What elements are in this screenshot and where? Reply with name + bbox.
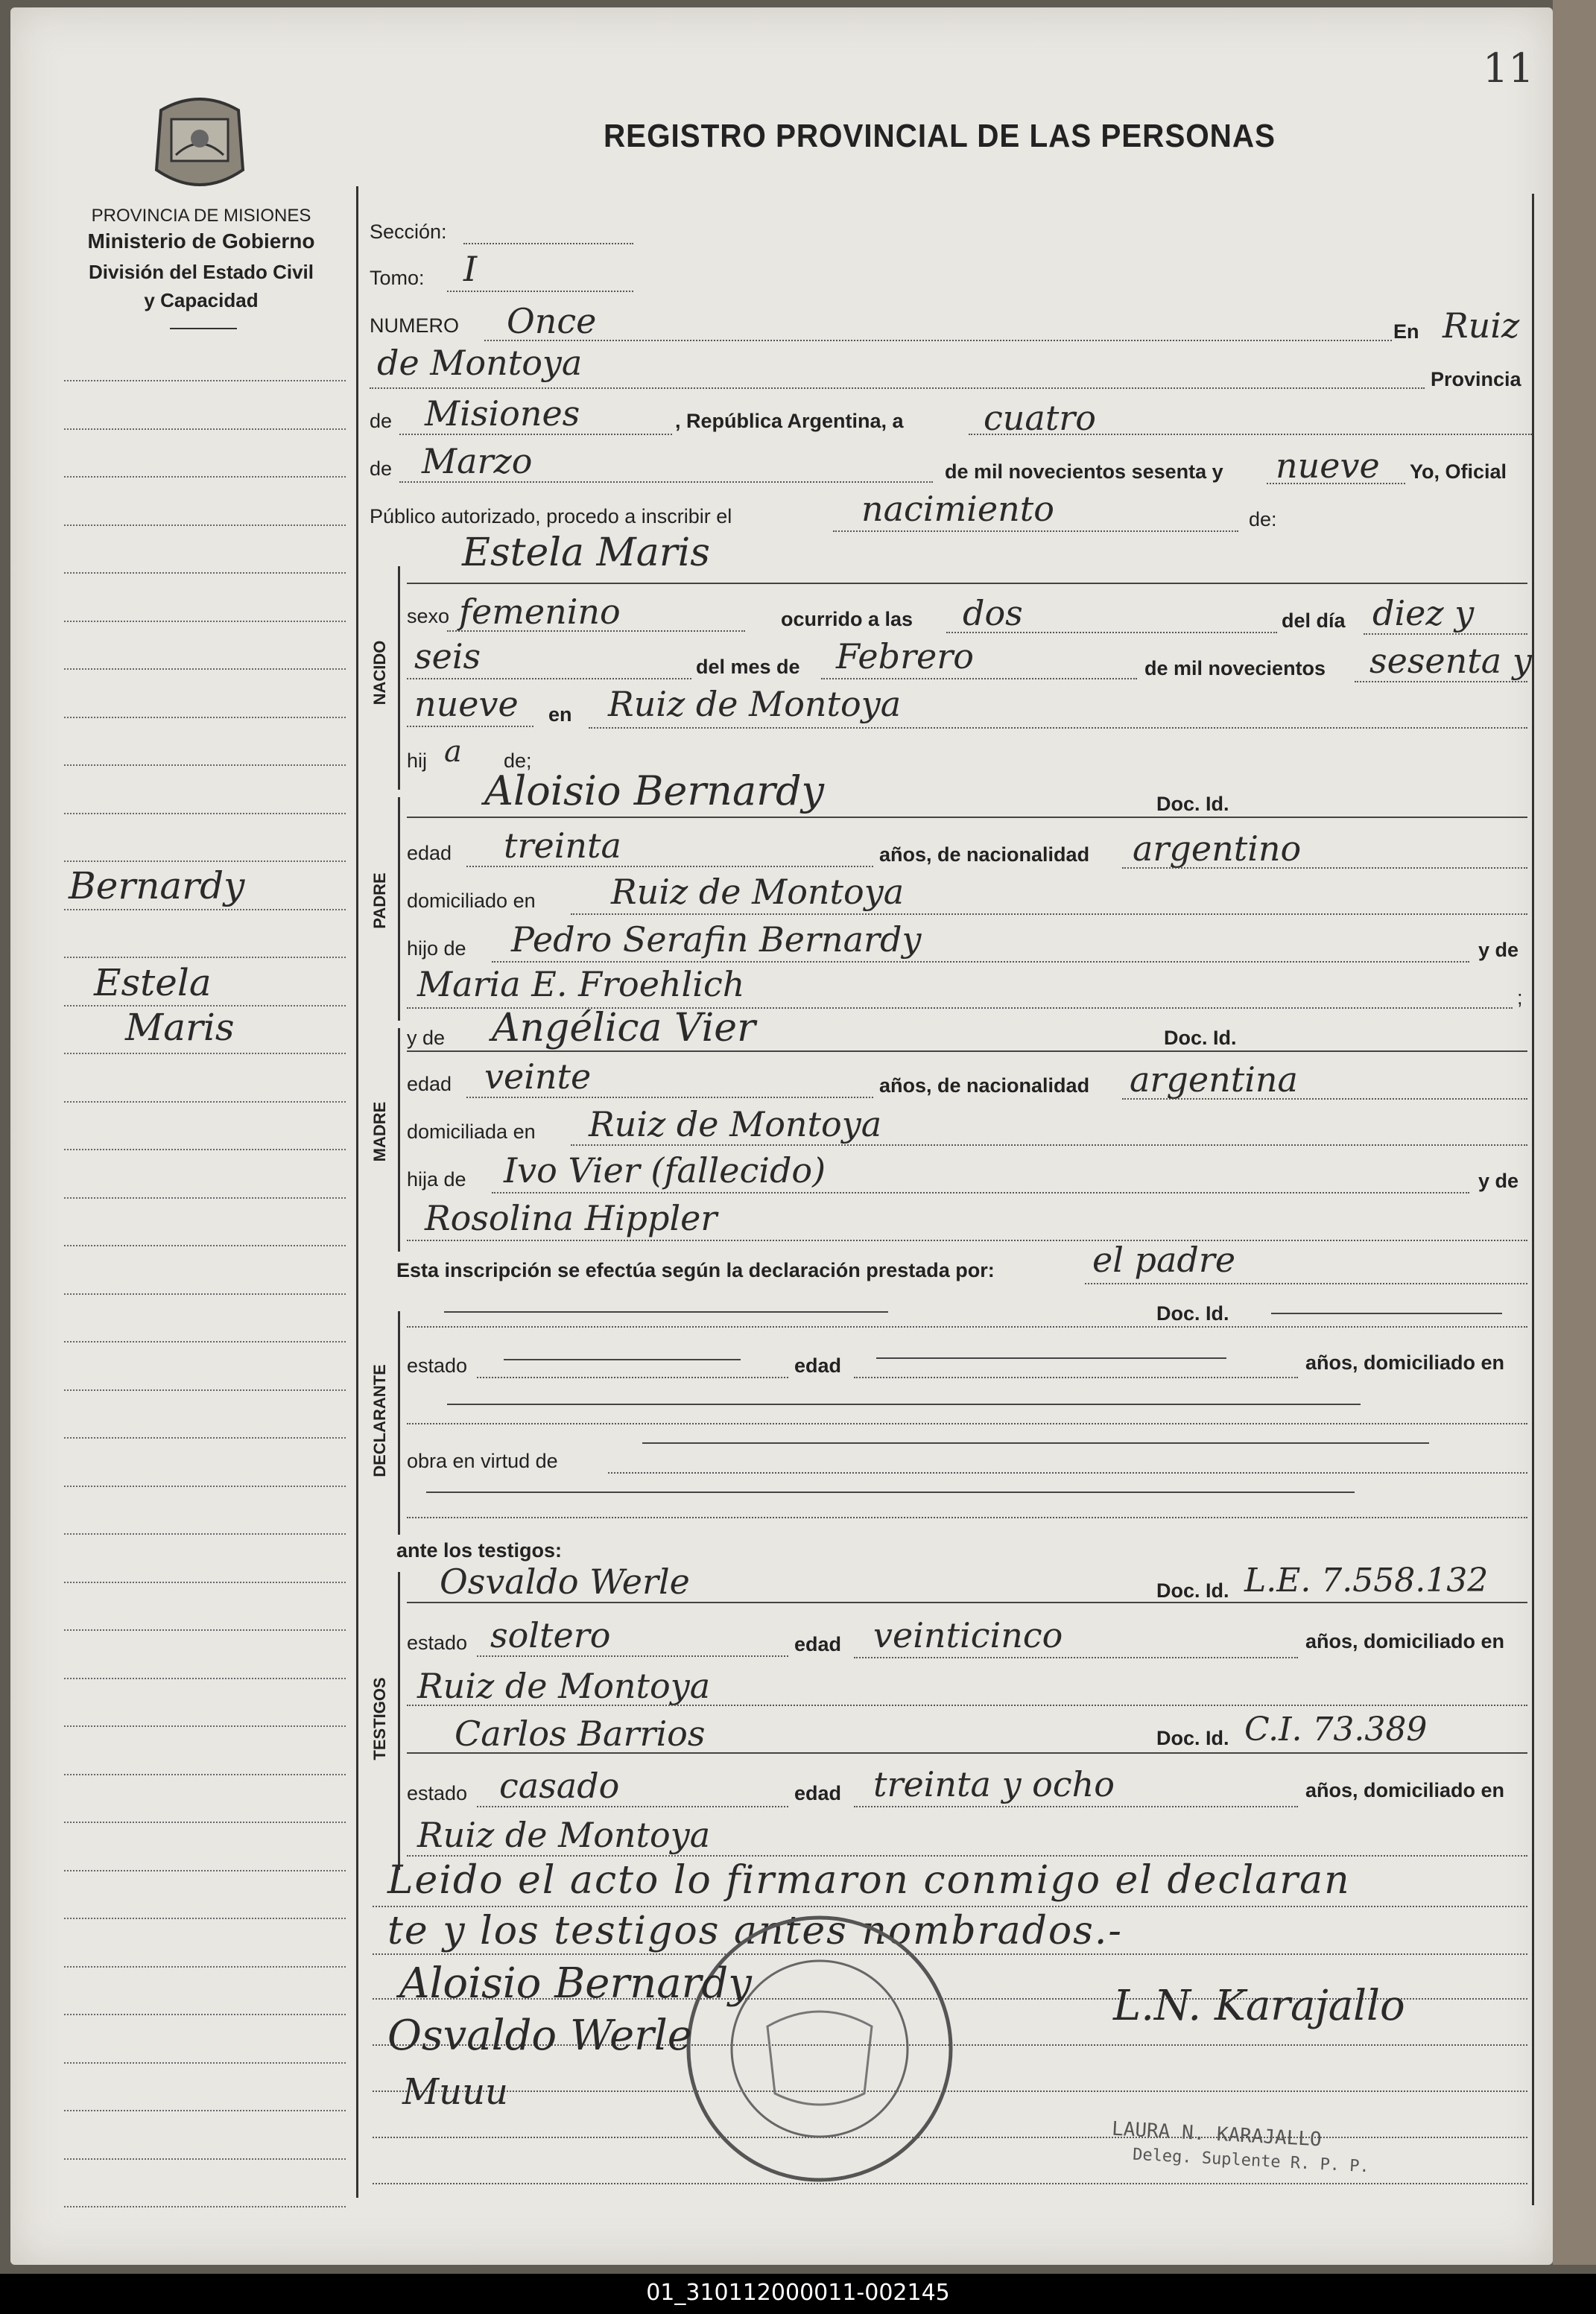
declarante-rule (398, 1311, 400, 1535)
org-province: PROVINCIA DE MISIONES (91, 206, 311, 226)
label-testigo2-dom: años, domiciliado en (1305, 1779, 1505, 1801)
org-ministry: Ministerio de Gobierno (87, 229, 315, 253)
value-testigo1-dom: Ruiz de Montoya (417, 1666, 711, 1706)
label-en-lugar: en (548, 703, 572, 726)
label-ante: ante los testigos: (396, 1539, 563, 1562)
label-del-mes: del mes de (696, 656, 800, 678)
image-filename: 01_310112000011-002145 (646, 2280, 950, 2306)
line-madre-hija-de (492, 1192, 1469, 1194)
line-provincia (399, 434, 672, 435)
provincial-seal-icon (146, 88, 253, 200)
margin-ruled-line (64, 2206, 346, 2207)
line-ano (1267, 483, 1405, 484)
line-declarante-estado (477, 1377, 788, 1378)
label-declarante-doc: Doc. Id. (1156, 1302, 1229, 1325)
margin-ruled-line (64, 1437, 346, 1439)
line-acto (833, 530, 1238, 532)
line-declarante-nombre (407, 1326, 1527, 1328)
line-numero (484, 340, 1392, 341)
line-madre-madre (407, 1240, 1527, 1241)
book-spine (1553, 0, 1596, 2265)
label-padre-y-de: y de (1478, 939, 1519, 961)
margin-ruled-line (64, 1870, 346, 1871)
obra-dash-1 (642, 1442, 1429, 1444)
value-testigo2-doc: C.I. 73.389 (1244, 1711, 1428, 1749)
margin-ruled-line (64, 2014, 346, 2015)
value-testigo1-edad: veinticinco (873, 1615, 1063, 1655)
margin-ruled-line (64, 1582, 346, 1583)
label-madre-y-de: y de (407, 1027, 446, 1049)
margin-ruled-line (64, 380, 346, 381)
label-madre-y-de-2: y de (1478, 1170, 1519, 1192)
line-testigo2-estado (477, 1806, 788, 1807)
line-madre-dom (571, 1144, 1527, 1146)
label-declaracion: Esta inscripción se efectúa según la declaración prestada por: (396, 1259, 995, 1281)
value-testigo1-estado: soltero (490, 1615, 611, 1655)
label-testigo1-edad: edad (794, 1633, 842, 1655)
line-sexo (447, 630, 745, 632)
label-de-colon: de: (1249, 508, 1277, 530)
side-label-padre: PADRE (370, 872, 389, 929)
margin-ruled-line (64, 1197, 346, 1199)
value-acto: nacimiento (861, 489, 1054, 529)
line-tomo (447, 291, 633, 292)
value-en-place: Ruiz (1443, 305, 1520, 346)
margin-ruled-line (64, 1341, 346, 1343)
line-dia-nac-2 (407, 678, 691, 679)
org-rule (170, 328, 237, 329)
declarante-dash-2 (1271, 1313, 1502, 1314)
declarante-dom-dash (447, 1404, 1361, 1405)
label-testigo1-dom: años, domiciliado en (1305, 1630, 1505, 1652)
official-title-stamp: Deleg. Suplente R. P. P. (1132, 2145, 1370, 2177)
margin-ruled-line (64, 1918, 346, 1919)
label-ocurrido: ocurrido a las (781, 608, 913, 630)
label-testigo2-estado: estado (407, 1782, 468, 1804)
label-publico: Público autorizado, procedo a inscribir el (370, 505, 732, 527)
label-de-semicolon: de; (504, 749, 532, 772)
value-madre-madre: Rosolina Hippler (425, 1198, 718, 1238)
margin-ruled-line (64, 2062, 346, 2064)
value-madre-edad: veinte (484, 1056, 592, 1097)
label-en: En (1393, 320, 1419, 343)
label-testigo2-edad: edad (794, 1782, 842, 1804)
margin-ruled-line (64, 1822, 346, 1823)
line-lugar-nac (589, 727, 1527, 729)
closing-line-2: te y los testigos antes nombrados.- (387, 1909, 1123, 1953)
main-left-rule (356, 186, 358, 2198)
label-mil-novecientos: de mil novecientos (1144, 657, 1326, 679)
line-declarante-dom (407, 1423, 1527, 1424)
label-padre-edad: edad (407, 842, 452, 864)
margin-ruled-line (64, 1389, 346, 1391)
line-padre-nac (1122, 867, 1527, 869)
value-place-cont: de Montoya (377, 343, 583, 383)
line-testigo1-edad (854, 1657, 1298, 1658)
label-hij: hij (407, 749, 428, 772)
madre-rule (398, 1028, 400, 1252)
label-padre-hijo-de: hijo de (407, 937, 466, 960)
margin-ruled-line (64, 1245, 346, 1246)
label-madre-doc: Doc. Id. (1164, 1027, 1237, 1049)
label-seccion: Sección: (370, 221, 447, 243)
margin-ruled-line (64, 621, 346, 622)
margin-ruled-line (64, 860, 346, 862)
label-padre-nac: años, de nacionalidad (879, 843, 1090, 866)
label-yo-oficial: Yo, Oficial (1410, 460, 1507, 483)
line-dia-nac (1364, 633, 1527, 635)
line-place (370, 387, 1425, 389)
value-testigo1-nombre: Osvaldo Werle (440, 1562, 690, 1602)
side-label-nacido: NACIDO (370, 640, 389, 706)
label-declarante-dom: años, domiciliado en (1305, 1351, 1505, 1374)
margin-ruled-line (64, 717, 346, 718)
label-declarante-edad: edad (794, 1354, 842, 1377)
line-declarante-edad (854, 1377, 1298, 1378)
value-testigo1-doc: L.E. 7.558.132 (1244, 1562, 1489, 1600)
value-testigo2-estado: casado (499, 1766, 620, 1806)
value-hij-suffix: a (444, 735, 462, 769)
value-nombre: Estela Maris (462, 530, 710, 575)
label-padre-semicolon: ; (1517, 986, 1523, 1009)
value-dia-nac: diez y (1372, 593, 1475, 633)
line-obra (608, 1472, 1527, 1474)
declarante-estado-dash (504, 1359, 741, 1360)
value-madre-nac: argentina (1130, 1059, 1298, 1100)
value-sexo: femenino (459, 592, 621, 632)
label-madre-nac: años, de nacionalidad (879, 1074, 1090, 1097)
padre-rule (398, 797, 400, 1021)
side-label-declarante: DECLARANTE (370, 1364, 389, 1477)
margin-ruled-line (64, 1101, 346, 1103)
label-padre-doc: Doc. Id. (1156, 793, 1229, 815)
line-seccion (463, 243, 633, 244)
margin-ruled-line (64, 572, 346, 574)
margin-surname: Bernardy (69, 864, 245, 907)
signature-witness-2: Muuu (402, 2071, 508, 2113)
signature-father: Aloisio Bernardy (399, 1959, 752, 2008)
line-ano-nac-2 (407, 726, 533, 727)
label-sexo: sexo (407, 605, 450, 627)
label-padre-dom: domiciliado en (407, 890, 536, 912)
value-madre-nombre: Angélica Vier (492, 1006, 756, 1050)
value-ano-nac-2: nueve (414, 684, 519, 724)
value-ano: nueve (1276, 446, 1380, 486)
label-declarante-estado: estado (407, 1354, 468, 1377)
margin-given-name-2: Maris (125, 1006, 235, 1049)
line-testigo2-edad (854, 1806, 1298, 1807)
line-padre-dom (571, 913, 1527, 915)
label-del-dia: del día (1282, 609, 1346, 632)
declarante-edad-dash (876, 1357, 1226, 1359)
official-name-stamp: LAURA N. KARAJALLO (1111, 2117, 1323, 2152)
value-tomo: I (463, 249, 478, 289)
line-testigo1-dom (407, 1705, 1527, 1706)
value-madre-dom: Ruiz de Montoya (589, 1104, 882, 1144)
value-dia: cuatro (984, 398, 1096, 438)
margin-ruled-line (64, 1725, 346, 1727)
margin-ruled-line (64, 524, 346, 526)
value-padre-madre: Maria E. Froehlich (417, 964, 745, 1004)
line-declarante (1085, 1283, 1527, 1284)
value-padre-edad: treinta (504, 825, 621, 866)
line-hora (946, 632, 1277, 633)
line-padre-edad (466, 866, 873, 867)
org-division: División del Estado Civil (89, 261, 314, 283)
signature-official: L.N. Karajallo (1113, 1982, 1405, 2030)
label-madre-edad: edad (407, 1073, 452, 1095)
value-dia-nac-2: seis (414, 636, 481, 676)
value-padre-hijo-de: Pedro Serafin Bernardy (511, 919, 922, 960)
main-right-rule (1532, 194, 1534, 2205)
obra-dash-2 (426, 1492, 1355, 1493)
value-padre-dom: Ruiz de Montoya (611, 872, 905, 912)
margin-ruled-line (64, 428, 346, 430)
value-padre-nac: argentino (1133, 828, 1302, 869)
label-de-1: de (370, 410, 393, 432)
side-label-madre: MADRE (370, 1101, 389, 1162)
declarante-dash-1 (444, 1311, 888, 1313)
value-hora: dos (963, 593, 1023, 633)
label-testigo2-doc: Doc. Id. (1156, 1727, 1229, 1749)
value-declarante: el padre (1092, 1240, 1236, 1280)
label-tomo: Tomo: (370, 267, 425, 289)
line-padre-hijo-de (492, 961, 1469, 963)
margin-ruled-line (64, 1486, 346, 1487)
value-testigo2-dom: Ruiz de Montoya (417, 1815, 711, 1855)
closing-line-1: Leido el acto lo firmaron conmigo el declaran (387, 1858, 1351, 1903)
label-numero: NUMERO (370, 314, 459, 337)
margin-ruled-line (64, 1678, 346, 1679)
label-mil-sesenta: de mil novecientos sesenta y (945, 460, 1223, 483)
margin-ruled-line (64, 1149, 346, 1150)
testigos-rule (398, 1572, 400, 1870)
value-lugar-nac: Ruiz de Montoya (608, 684, 902, 724)
label-provincia: Provincia (1431, 368, 1521, 390)
line-mes (399, 481, 933, 483)
label-madre-dom: domiciliada en (407, 1120, 536, 1143)
label-testigo1-estado: estado (407, 1632, 468, 1654)
label-de-2: de (370, 457, 393, 480)
margin-ruled-line (64, 2110, 346, 2111)
label-testigo1-doc: Doc. Id. (1156, 1579, 1229, 1602)
margin-ruled-line (64, 764, 346, 766)
line-testigo1-nombre (407, 1602, 1527, 1603)
value-testigo2-nombre: Carlos Barrios (455, 1714, 706, 1754)
margin-ruled-line (64, 1629, 346, 1631)
line-madre-nombre (407, 1050, 1527, 1052)
label-obra: obra en virtud de (407, 1450, 558, 1472)
margin-ruled-line (64, 2158, 346, 2160)
line-testigo2-nombre (407, 1752, 1527, 1754)
value-mes-nac: Febrero (836, 636, 974, 676)
label-republica: , República Argentina, a (675, 410, 904, 432)
margin-ruled-line (64, 909, 346, 910)
page-number: 11 (1483, 45, 1534, 92)
side-label-testigos: TESTIGOS (370, 1677, 389, 1760)
value-ano-nac: sesenta y (1369, 641, 1532, 681)
value-mes: Marzo (422, 441, 533, 481)
line-madre-nac (1122, 1098, 1527, 1100)
value-numero: Once (507, 301, 597, 341)
line-padre-nombre (407, 817, 1527, 818)
document-title: REGISTRO PROVINCIAL DE LAS PERSONAS (604, 118, 1276, 154)
value-provincia: Misiones (425, 393, 580, 434)
value-testigo2-edad: treinta y ocho (873, 1764, 1115, 1804)
line-testigo1-estado (477, 1655, 788, 1657)
signature-witness-1: Osvaldo Werle (387, 2012, 692, 2060)
official-stamp-icon (678, 1907, 961, 2190)
line-mes-nac (821, 678, 1137, 679)
line-ano-nac (1355, 681, 1527, 682)
line-dia (969, 434, 1532, 435)
margin-ruled-line (64, 957, 346, 958)
nacido-rule (398, 566, 400, 790)
margin-ruled-line (64, 1293, 346, 1295)
margin-ruled-line (64, 1966, 346, 1968)
margin-ruled-line (64, 476, 346, 478)
line-nombre (407, 583, 1527, 584)
margin-ruled-line (64, 1774, 346, 1775)
line-obra-2 (407, 1517, 1527, 1518)
line-madre-edad (466, 1097, 873, 1098)
margin-given-name-1: Estela (94, 961, 212, 1004)
line-testigo2-dom (407, 1855, 1527, 1857)
value-madre-hija-de: Ivo Vier (fallecido) (504, 1150, 826, 1191)
org-capacity: y Capacidad (144, 289, 259, 311)
label-madre-hija-de: hija de (407, 1168, 466, 1191)
margin-ruled-line (64, 668, 346, 670)
margin-ruled-line (64, 813, 346, 814)
margin-ruled-line (64, 1053, 346, 1054)
value-padre-nombre: Aloisio Bernardy (484, 767, 825, 814)
margin-ruled-line (64, 1533, 346, 1535)
